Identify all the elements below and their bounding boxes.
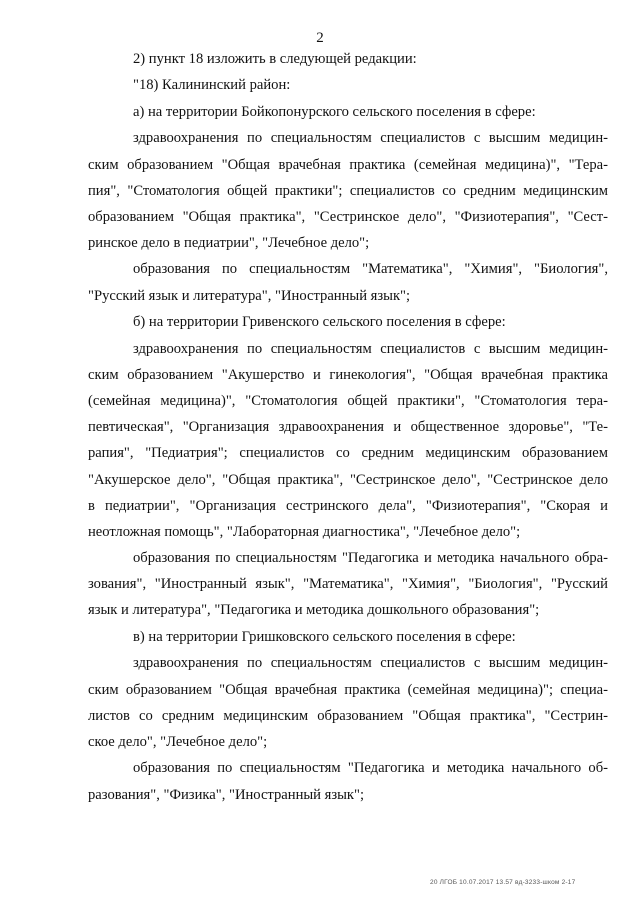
paragraph-line: зования", "Иностранный язык", "Математика", "Химия", "Биология", "Русский: [88, 576, 608, 593]
paragraph-line: ским образованием "Общая врачебная практика (семейная медицина)"; специа-: [88, 681, 608, 698]
paragraph-line: "Русский язык и литература", "Иностранный язык";: [88, 287, 411, 304]
paragraph-line: образования по специальностям "Математика", "Химия", "Биология",: [133, 261, 608, 278]
paragraph-line: неотложная помощь", "Лабораторная диагностика", "Лечебное дело";: [88, 523, 521, 540]
paragraph-line: пия", "Стоматология общей практики"; специалистов со средним медицинским: [88, 182, 608, 199]
paragraph-line: язык и литература", "Педагогика и методика дошкольного образования";: [88, 602, 540, 619]
paragraph-line: ским образованием "Акушерство и гинекология", "Общая врачебная практика: [88, 367, 608, 384]
paragraph-line: (семейная медицина)", "Стоматология общей практики", "Стоматология тера-: [88, 393, 608, 410]
paragraph-line: здравоохранения по специальностям специалистов с высшим медицин-: [133, 655, 608, 672]
paragraph-line: здравоохранения по специальностям специалистов с высшим медицин-: [133, 130, 608, 147]
paragraph-line: в педиатрии", "Организация сестринского дела", "Физиотерапия", "Скорая и: [88, 497, 608, 514]
paragraph-line: ское дело", "Лечебное дело";: [88, 733, 268, 750]
page-number: 2: [316, 30, 324, 46]
document-footer-code: 20 ЛГОБ 10.07.2017 13.57 вд-3233-шком 2-17: [430, 879, 576, 886]
paragraph-line: образованием "Общая практика", "Сестринское дело", "Физиотерапия", "Сест-: [88, 209, 608, 226]
paragraph-line: 2) пункт 18 изложить в следующей редакции:: [133, 51, 417, 67]
paragraph-line: б) на территории Гривенского сельского поселения в сфере:: [133, 313, 506, 330]
paragraph-line: рапия", "Педиатрия"; специалистов со средним медицинским образованием: [88, 445, 608, 462]
paragraph-line: "18) Калининский район:: [133, 77, 291, 94]
paragraph-line: листов со средним медицинским образованием "Общая практика", "Сестрин-: [88, 707, 608, 724]
document-body: [88, 46, 608, 808]
paragraph-line: здравоохранения по специальностям специалистов с высшим медицин-: [133, 340, 608, 357]
paragraph-line: разования", "Физика", "Иностранный язык";: [88, 786, 365, 803]
paragraph-line: певтическая", "Организация здравоохранения и общественное здоровье", "Те-: [88, 419, 608, 436]
paragraph-line: образования по специальностям "Педагогика и методика начального обра-: [133, 549, 608, 566]
paragraph-line: "Акушерское дело", "Общая практика", "Сестринское дело", "Сестринское дело: [88, 471, 608, 488]
paragraph-line: а) на территории Бойкопонурского сельского поселения в сфере:: [133, 103, 536, 120]
paragraph-line: в) на территории Гришковского сельского поселения в сфере:: [133, 628, 516, 645]
paragraph-line: ринское дело в педиатрии", "Лечебное дело";: [88, 235, 370, 252]
paragraph-line: образования по специальностям "Педагогика и методика начального об-: [133, 760, 608, 777]
paragraph-line: ским образованием "Общая врачебная практика (семейная медицина)", "Тера-: [88, 156, 608, 173]
